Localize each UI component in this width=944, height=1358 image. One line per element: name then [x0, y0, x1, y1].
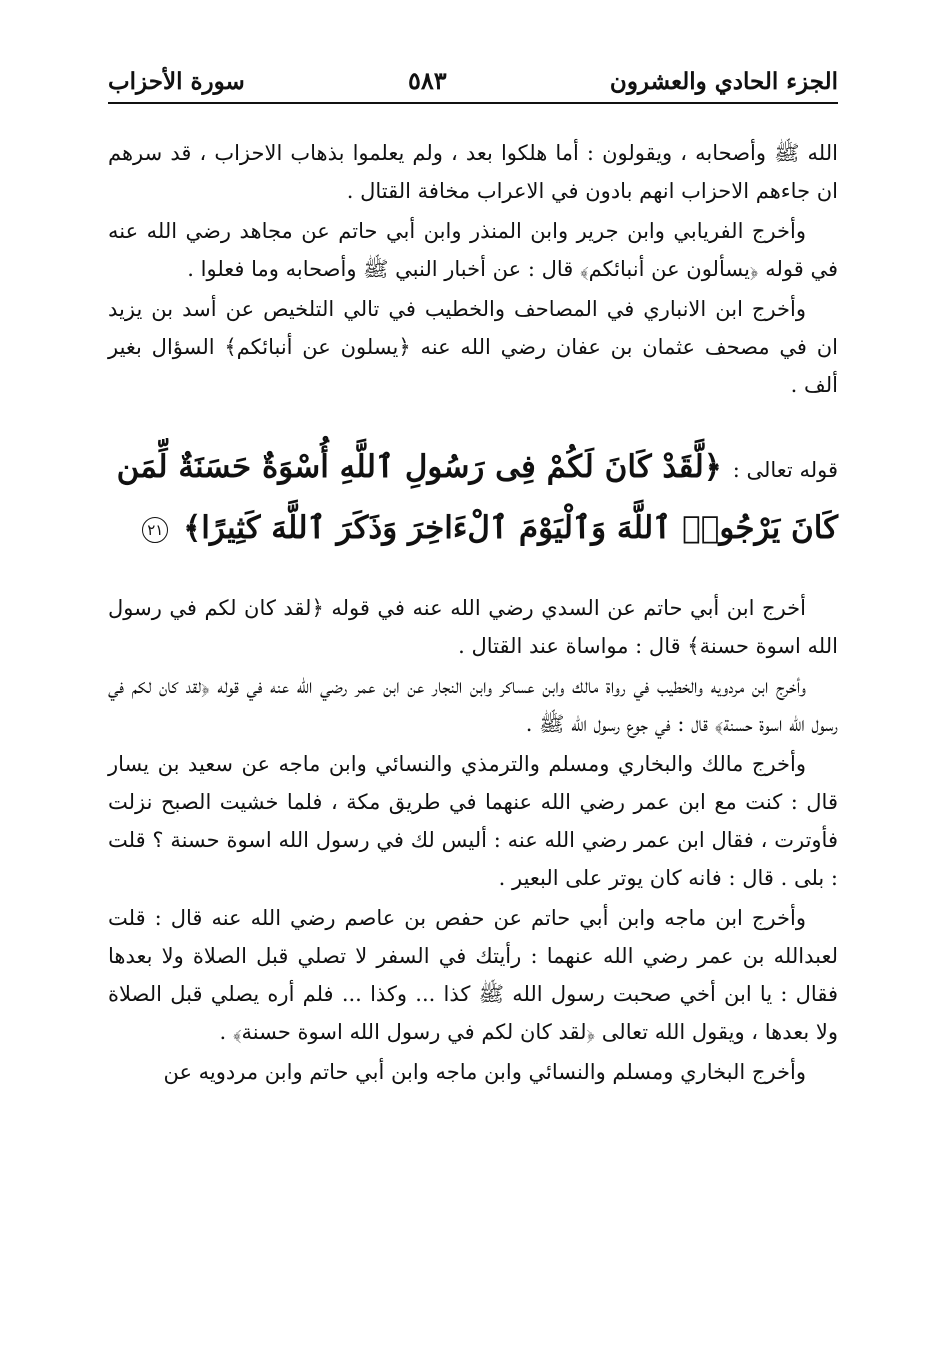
paragraph: الله ﷺ وأصحابه ، ويقولون : أما هلكوا بعد ، ولم يعلموا بذهاب الاحزاب ، قد سرهم ان جاءهم الاحزاب انهم بادون في الاعراب مخافة القتال . — [108, 141, 838, 203]
quran-verse — [108, 438, 838, 557]
paragraph: وأخرج ابن الانباري في المصاحف والخطيب في تالي التلخيص عن أسد بن يزيد ان في مصحف عثمان بن عفان رضي الله عنه ﴿يسلون عن أنبائكم﴾ السؤال بغير ألف . — [108, 297, 838, 397]
surah-label: سورة الأحزاب — [108, 68, 245, 96]
volume-label: الجزء الحادي والعشرون — [609, 68, 838, 96]
paragraph: وأخرج مالك والبخاري ومسلم والترمذي والنسائي وابن ماجه عن سعيد بن يسار قال : كنت مع ابن عمر رضي الله عنهما في طريق مكة ، فلما خشيت الصبح نزلت فأوترت ، فقال ابن عمر رضي الله عنه : أليس لك في رسول الله اسوة حسنة ؟ قلت : بلى . قال : فانه كان يوتر على البعير . — [108, 752, 838, 890]
paragraph: وأخرج ابن ماجه وابن أبي حاتم عن حفص بن عاصم رضي الله عنه قال : قلت لعبدالله بن عمر رضي الله عنهما : رأيتك في السفر لا تصلي قبل الصلاة ولا بعدها فقال : يا ابن أخي صحبت رسول الله ﷺ كذا ... وكذا ... فلم أره يصلي قبل الصلاة ولا بعدها ، ويقول الله تعالى ﴿لقد كان لكم في رسول الله اسوة حسنة﴾ . — [108, 906, 838, 1044]
paragraph: وأخرج البخاري ومسلم والنسائي وابن ماجه وابن أبي حاتم وابن مردويه عن — [163, 1060, 806, 1084]
verse-number-marker: ٢١ — [142, 517, 168, 543]
upper-text-block — [108, 134, 838, 404]
verse-text: ﴿لَّقَدْ كَانَ لَكُمْ فِى رَسُولِ ٱللَّهِ أُسْوَةٌ حَسَنَةٌ لِّمَن كَانَ يَرْجُوا۟ ٱللَّهَ وَٱلْيَوْمَ ٱلْءَاخِرَ وَذَكَرَ ٱللَّهَ كَثِيرًا﴾ — [116, 449, 838, 546]
header-rule — [108, 102, 838, 104]
page-number: ٥٨٣ — [408, 66, 447, 96]
paragraph: أخرج ابن أبي حاتم عن السدي رضي الله عنه في قوله ﴿لقد كان لكم في رسول الله اسوة حسنة﴾ قال : مواساة عند القتال . — [108, 596, 838, 658]
lower-text-block — [108, 589, 838, 1091]
book-page — [108, 52, 838, 1093]
verse-intro: قوله تعالى : — [732, 458, 838, 482]
running-header — [108, 52, 838, 96]
paragraph: وأخرج الفريابي وابن جرير وابن المنذر وابن أبي حاتم عن مجاهد رضي الله عنه في قوله ﴿يسألون عن أنبائكم﴾ قال : عن أخبار النبي ﷺ وأصحابه وما فعلوا . — [108, 219, 838, 281]
paragraph: وأخرج ابن مردويه والخطيب في رواة مالك وابن عساكر وابن النجار عن ابن عمر رضي الله عنه في قوله ﴿لقد كان لكم في رسول الله اسوة حسنة﴾ قال : في جوع رسول الله ﷺ . — [108, 674, 838, 736]
